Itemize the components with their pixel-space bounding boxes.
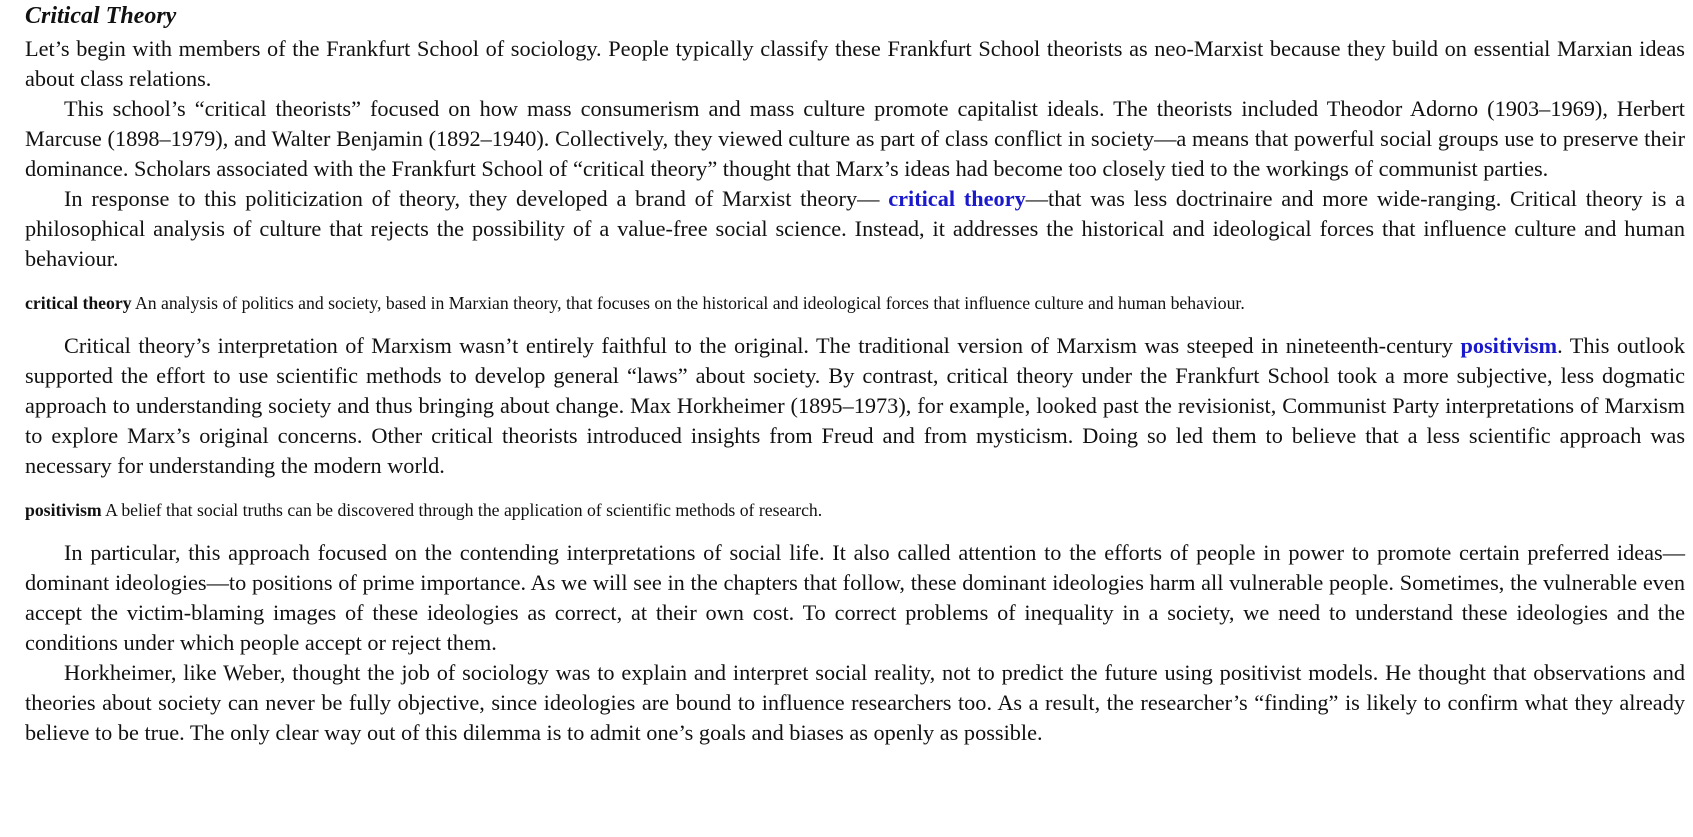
paragraph-text-before: In response to this politicization of theory, they developed a brand of Marxist theory— xyxy=(64,186,889,211)
paragraph-dominant-ideologies: In particular, this approach focused on the contending interpretations of social life. It also called attention to the efforts of people in power to promote certain preferred ideas—dominant ideologies—to positions of prime importance. As we will see in the chapters that follow, these dominant ideologies harm all vulnerable people. Sometimes, the vulnerable even accept the victim-blaming images of these ideologies as correct, at their own cost. To correct problems of inequality in a society, we need to understand these ideologies and the conditions under which people accept or reject them. xyxy=(25,540,1685,655)
document xyxy=(25,2,1685,748)
paragraph-politicization xyxy=(25,184,1685,274)
paragraph-critical-theorists: This school’s “critical theorists” focused on how mass consumerism and mass culture promote capitalist ideals. The theorists included Theodor Adorno (1903–1969), Herbert Marcuse (1898–1979), and Walter Benjamin (1892–1940). Collectively, they viewed culture as part of class conflict in society—a means that powerful social groups use to preserve their dominance. Scholars associated with the Frankfurt School of “critical theory” thought that Marx’s ideas had become too closely tied to the workings of communist parties. xyxy=(25,96,1685,181)
glossary-definition: A belief that social truths can be discovered through the application of scientific methods of research. xyxy=(101,500,823,520)
paragraph-interpretation-of-marxism xyxy=(25,331,1685,481)
glossary-term: positivism xyxy=(25,500,102,520)
key-term-positivism[interactable]: positivism xyxy=(1460,333,1558,358)
section-title: Critical Theory xyxy=(25,3,177,29)
key-term-critical-theory[interactable]: critical theory xyxy=(888,186,1026,211)
paragraph-text-before: Critical theory’s interpretation of Marxism wasn’t entirely faithful to the original. The traditional version of Marxism was steeped in nineteenth-century xyxy=(64,333,1461,358)
paragraph-horkheimer: Horkheimer, like Weber, thought the job of sociology was to explain and interpret social reality, not to predict the future using positivist models. He thought that observations and theories about society can never be fully objective, since ideologies are bound to influence researchers too. As a result, the researcher’s “finding” is likely to confirm what they already believe to be true. The only clear way out of this dilemma is to admit one’s goals and biases as openly as possible. xyxy=(25,660,1685,745)
glossary-entry-positivism xyxy=(25,498,1685,522)
paragraph-text-after: —that was less doctrinaire and more wide-ranging. Critical theory is a philosophical analysis of culture that rejects the possibility of a value-free social science. Instead, it addresses the historical and ideological forces that influence culture and human behaviour. xyxy=(25,186,1685,271)
glossary-definition: An analysis of politics and society, based in Marxian theory, that focuses on the historical and ideological forces that influence culture and human behaviour. xyxy=(131,293,1245,313)
glossary-term: critical theory xyxy=(25,293,132,313)
paragraph-frankfurt-intro: Let’s begin with members of the Frankfurt School of sociology. People typically classify these Frankfurt School theorists as neo-Marxist because they build on essential Marxian ideas about class relations. xyxy=(25,36,1685,91)
paragraph-text-after: . This outlook supported the effort to use scientific methods to develop general “laws” about society. By contrast, critical theory under the Frankfurt School took a more subjective, less dogmatic approach to understanding society and thus bringing about change. Max Horkheimer (1895–1973), for example, looked past the revisionist, Communist Party interpretations of Marxism to explore Marx’s original concerns. Other critical theorists introduced insights from Freud and from mysticism. Doing so led them to believe that a less scientific approach was necessary for understanding the modern world. xyxy=(25,333,1685,478)
glossary-entry-critical-theory xyxy=(25,291,1685,315)
